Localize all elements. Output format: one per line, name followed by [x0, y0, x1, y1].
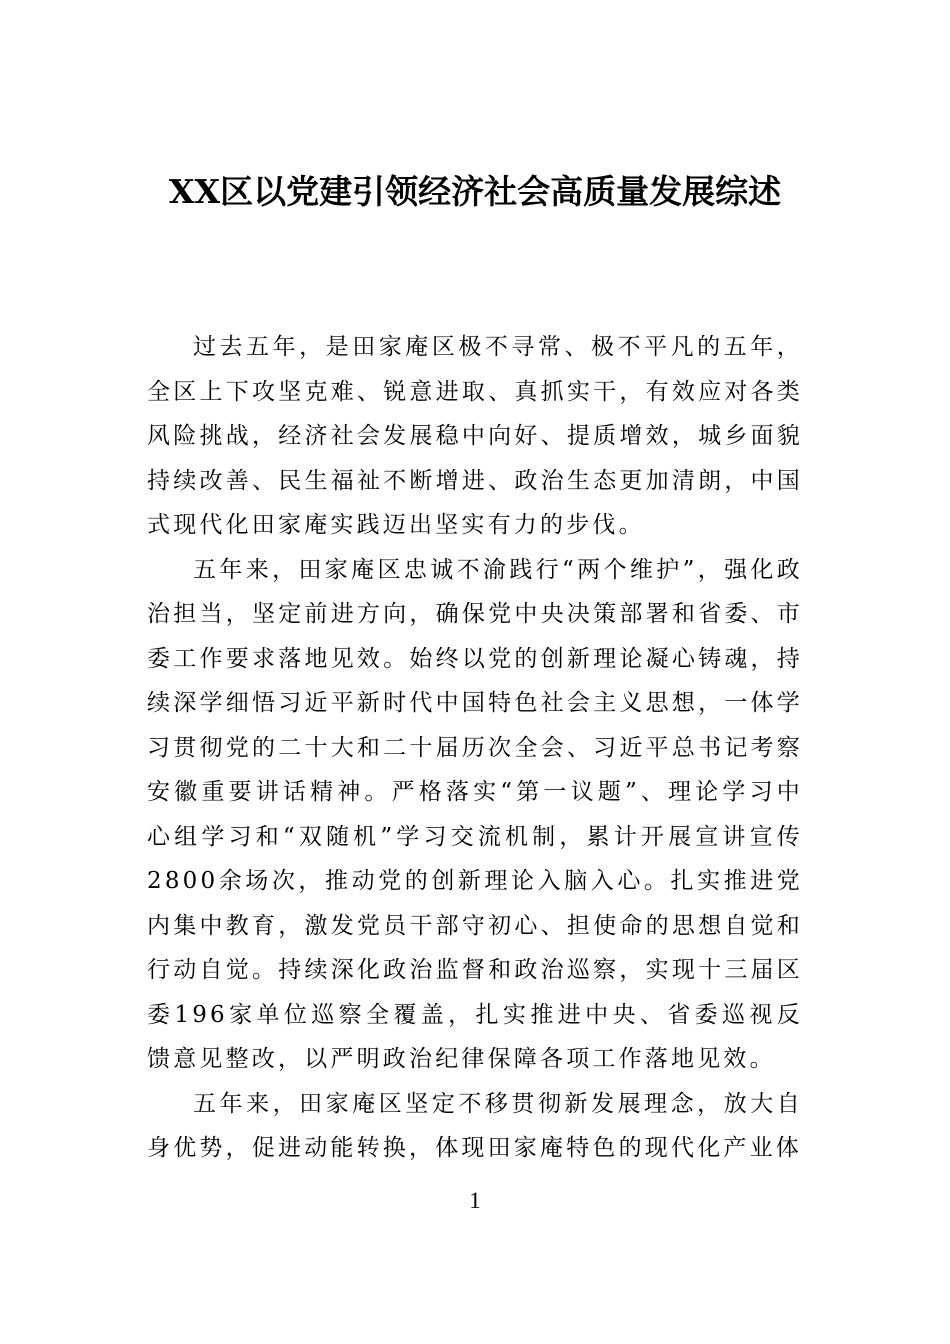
page-number: 1: [469, 1188, 481, 1213]
paragraph-2: 五年来，田家庵区忠诚不渝践行“两个维护”，强化政治担当，坚定前进方向，确保党中央决策部署和省委、市委工作要求落地见效。始终以党的创新理论凝心铸魂，持续深学细悟习近平新时代中国特色社会主义思想，一体学习贯彻党的二十大和二十届历次全会、习近平总书记考察安徽重要讲话精神。严格落实“第一议题”、理论学习中心组学习和“双随机”学习交流机制，累计开展宣讲宣传2800余场次，推动党的创新理论入脑入心。扎实推进党内集中教育，激发党员干部守初心、担使命的思想自觉和行动自觉。持续深化政治监督和政治巡察，实现十三届区委196家单位巡察全覆盖，扎实推进中央、省委巡视反馈意见整改，以严明政治纪律保障各项工作落地见效。: [147, 556, 803, 1072]
document-title: XX区以党建引领经济社会高质量发展综述: [168, 172, 782, 211]
paragraph-1: 过去五年，是田家庵区极不寻常、极不平凡的五年，全区上下攻坚克难、锐意进取、真抓实干，有效应对各类风险挑战，经济社会发展稳中向好、提质增效，城乡面貌持续改善、民生福祉不断增进、政治生态更加清朗，中国式现代化田家庵实践迈出坚实有力的步伐。: [147, 334, 803, 538]
document-body: [147, 325, 803, 1171]
paragraph-3: 五年来，田家庵区坚定不移贯彻新发展理念，放大自身优势，促进动能转换，体现田家庵特色的现代化产业体: [147, 1090, 803, 1161]
